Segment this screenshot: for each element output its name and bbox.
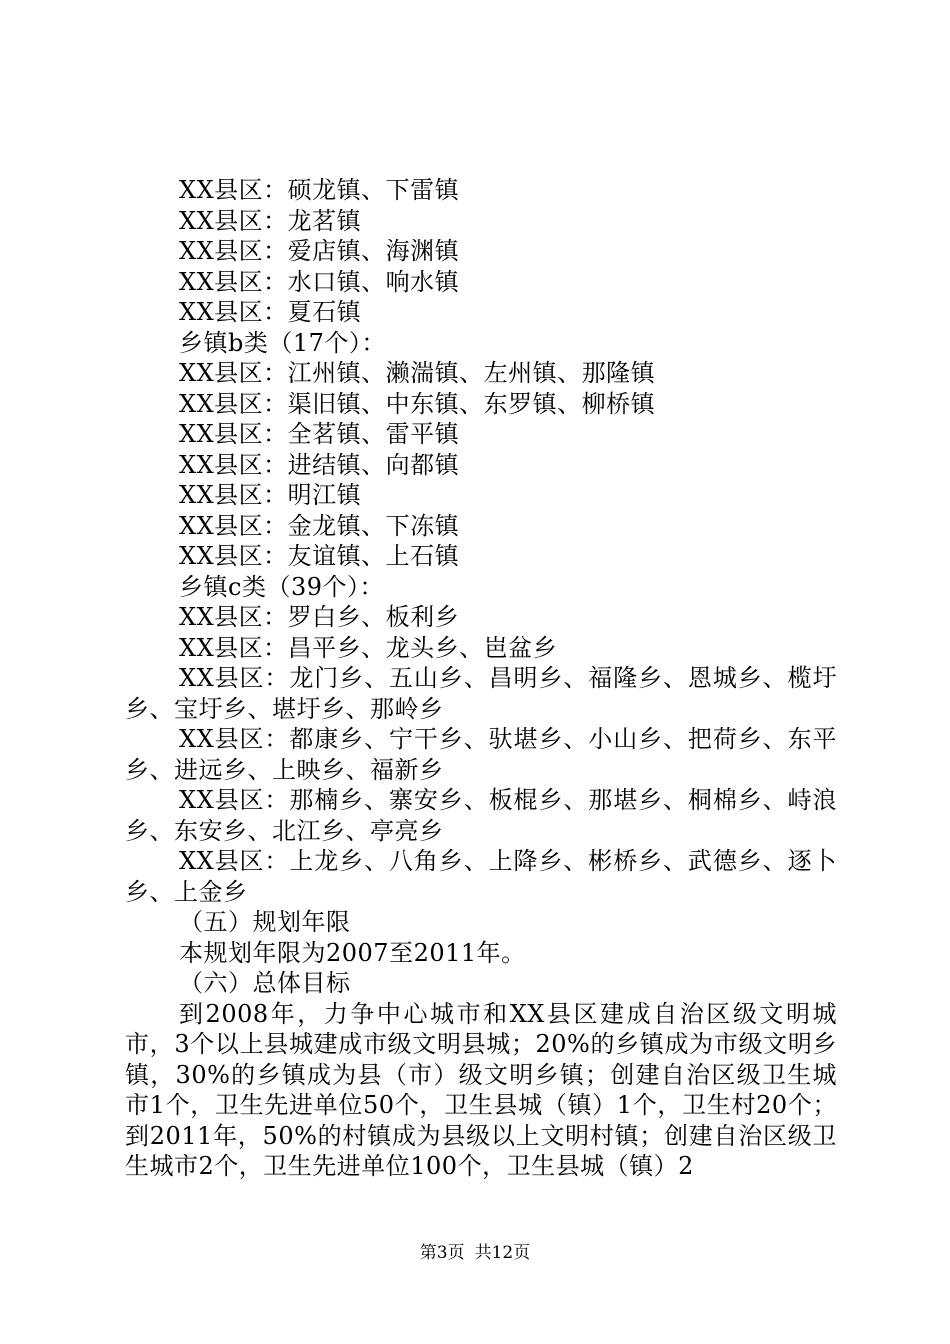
section-heading: （六）总体目标	[179, 969, 351, 997]
section-text: 本规划年限为2007至2011年。	[179, 938, 526, 967]
text-line: XX县区：友谊镇、上石镇	[179, 542, 460, 570]
text-line: XX县区：爱店镇、海渊镇	[179, 237, 460, 265]
text-paragraph: XX县区：上龙乡、八角乡、上降乡、彬桥乡、武德乡、逐卜乡、上金乡	[125, 847, 837, 906]
text-line: XX县区：明江镇	[179, 481, 362, 509]
section-text: 到2008年，力争中心城市和XX县区建成自治区级文明城市，3个以上县城建成市级文明县城；20%的乡镇成为市级文明乡镇，30%的乡镇成为县（市）级文明乡镇；创建自治区级卫生城市1个，卫生先进单位50个，卫生县城（镇）1个，卫生村20个；到2011年，50%的村镇成为县级以上文明村镇；创建自治区级卫生城市2个，卫生先进单位100个，卫生县城（镇）2	[125, 999, 837, 1180]
page-total: 共12页	[474, 1243, 531, 1263]
text-line: XX县区：龙茗镇	[179, 206, 362, 235]
text-line: XX县区：夏石镇	[179, 298, 362, 326]
text-line: XX县区：水口镇、响水镇	[179, 267, 460, 296]
page-number: 第3页	[419, 1243, 465, 1263]
text-line: XX县区：渠旧镇、中东镇、东罗镇、柳桥镇	[179, 389, 656, 418]
text-line: XX县区：全茗镇、雷平镇	[179, 420, 460, 448]
section-heading: （五）规划年限	[179, 908, 351, 936]
text-paragraph: XX县区：龙门乡、五山乡、昌明乡、福隆乡、恩城乡、榄圩乡、宝圩乡、堪圩乡、那岭乡	[125, 664, 837, 723]
text-line: XX县区：金龙镇、下冻镇	[179, 511, 460, 540]
page-footer	[0, 1242, 950, 1264]
document-body	[125, 175, 837, 1182]
text-line: XX县区：江州镇、濑湍镇、左州镇、那隆镇	[179, 359, 656, 387]
text-line: XX县区：罗白乡、板利乡	[179, 603, 460, 631]
text-line: XX县区：硕龙镇、下雷镇	[179, 176, 460, 204]
category-heading: 乡镇c类（39个）：	[179, 572, 384, 601]
text-paragraph: XX县区：那楠乡、寨安乡、板棍乡、那堪乡、桐棉乡、峙浪乡、东安乡、北江乡、亭亮乡	[125, 786, 837, 845]
text-paragraph: XX县区：都康乡、宁干乡、驮堪乡、小山乡、把荷乡、东平乡、进远乡、上映乡、福新乡	[125, 725, 837, 784]
category-heading: 乡镇b类（17个）：	[179, 328, 386, 357]
text-line: XX县区：昌平乡、龙头乡、岜盆乡	[179, 633, 558, 662]
text-line: XX县区：进结镇、向都镇	[179, 450, 460, 479]
